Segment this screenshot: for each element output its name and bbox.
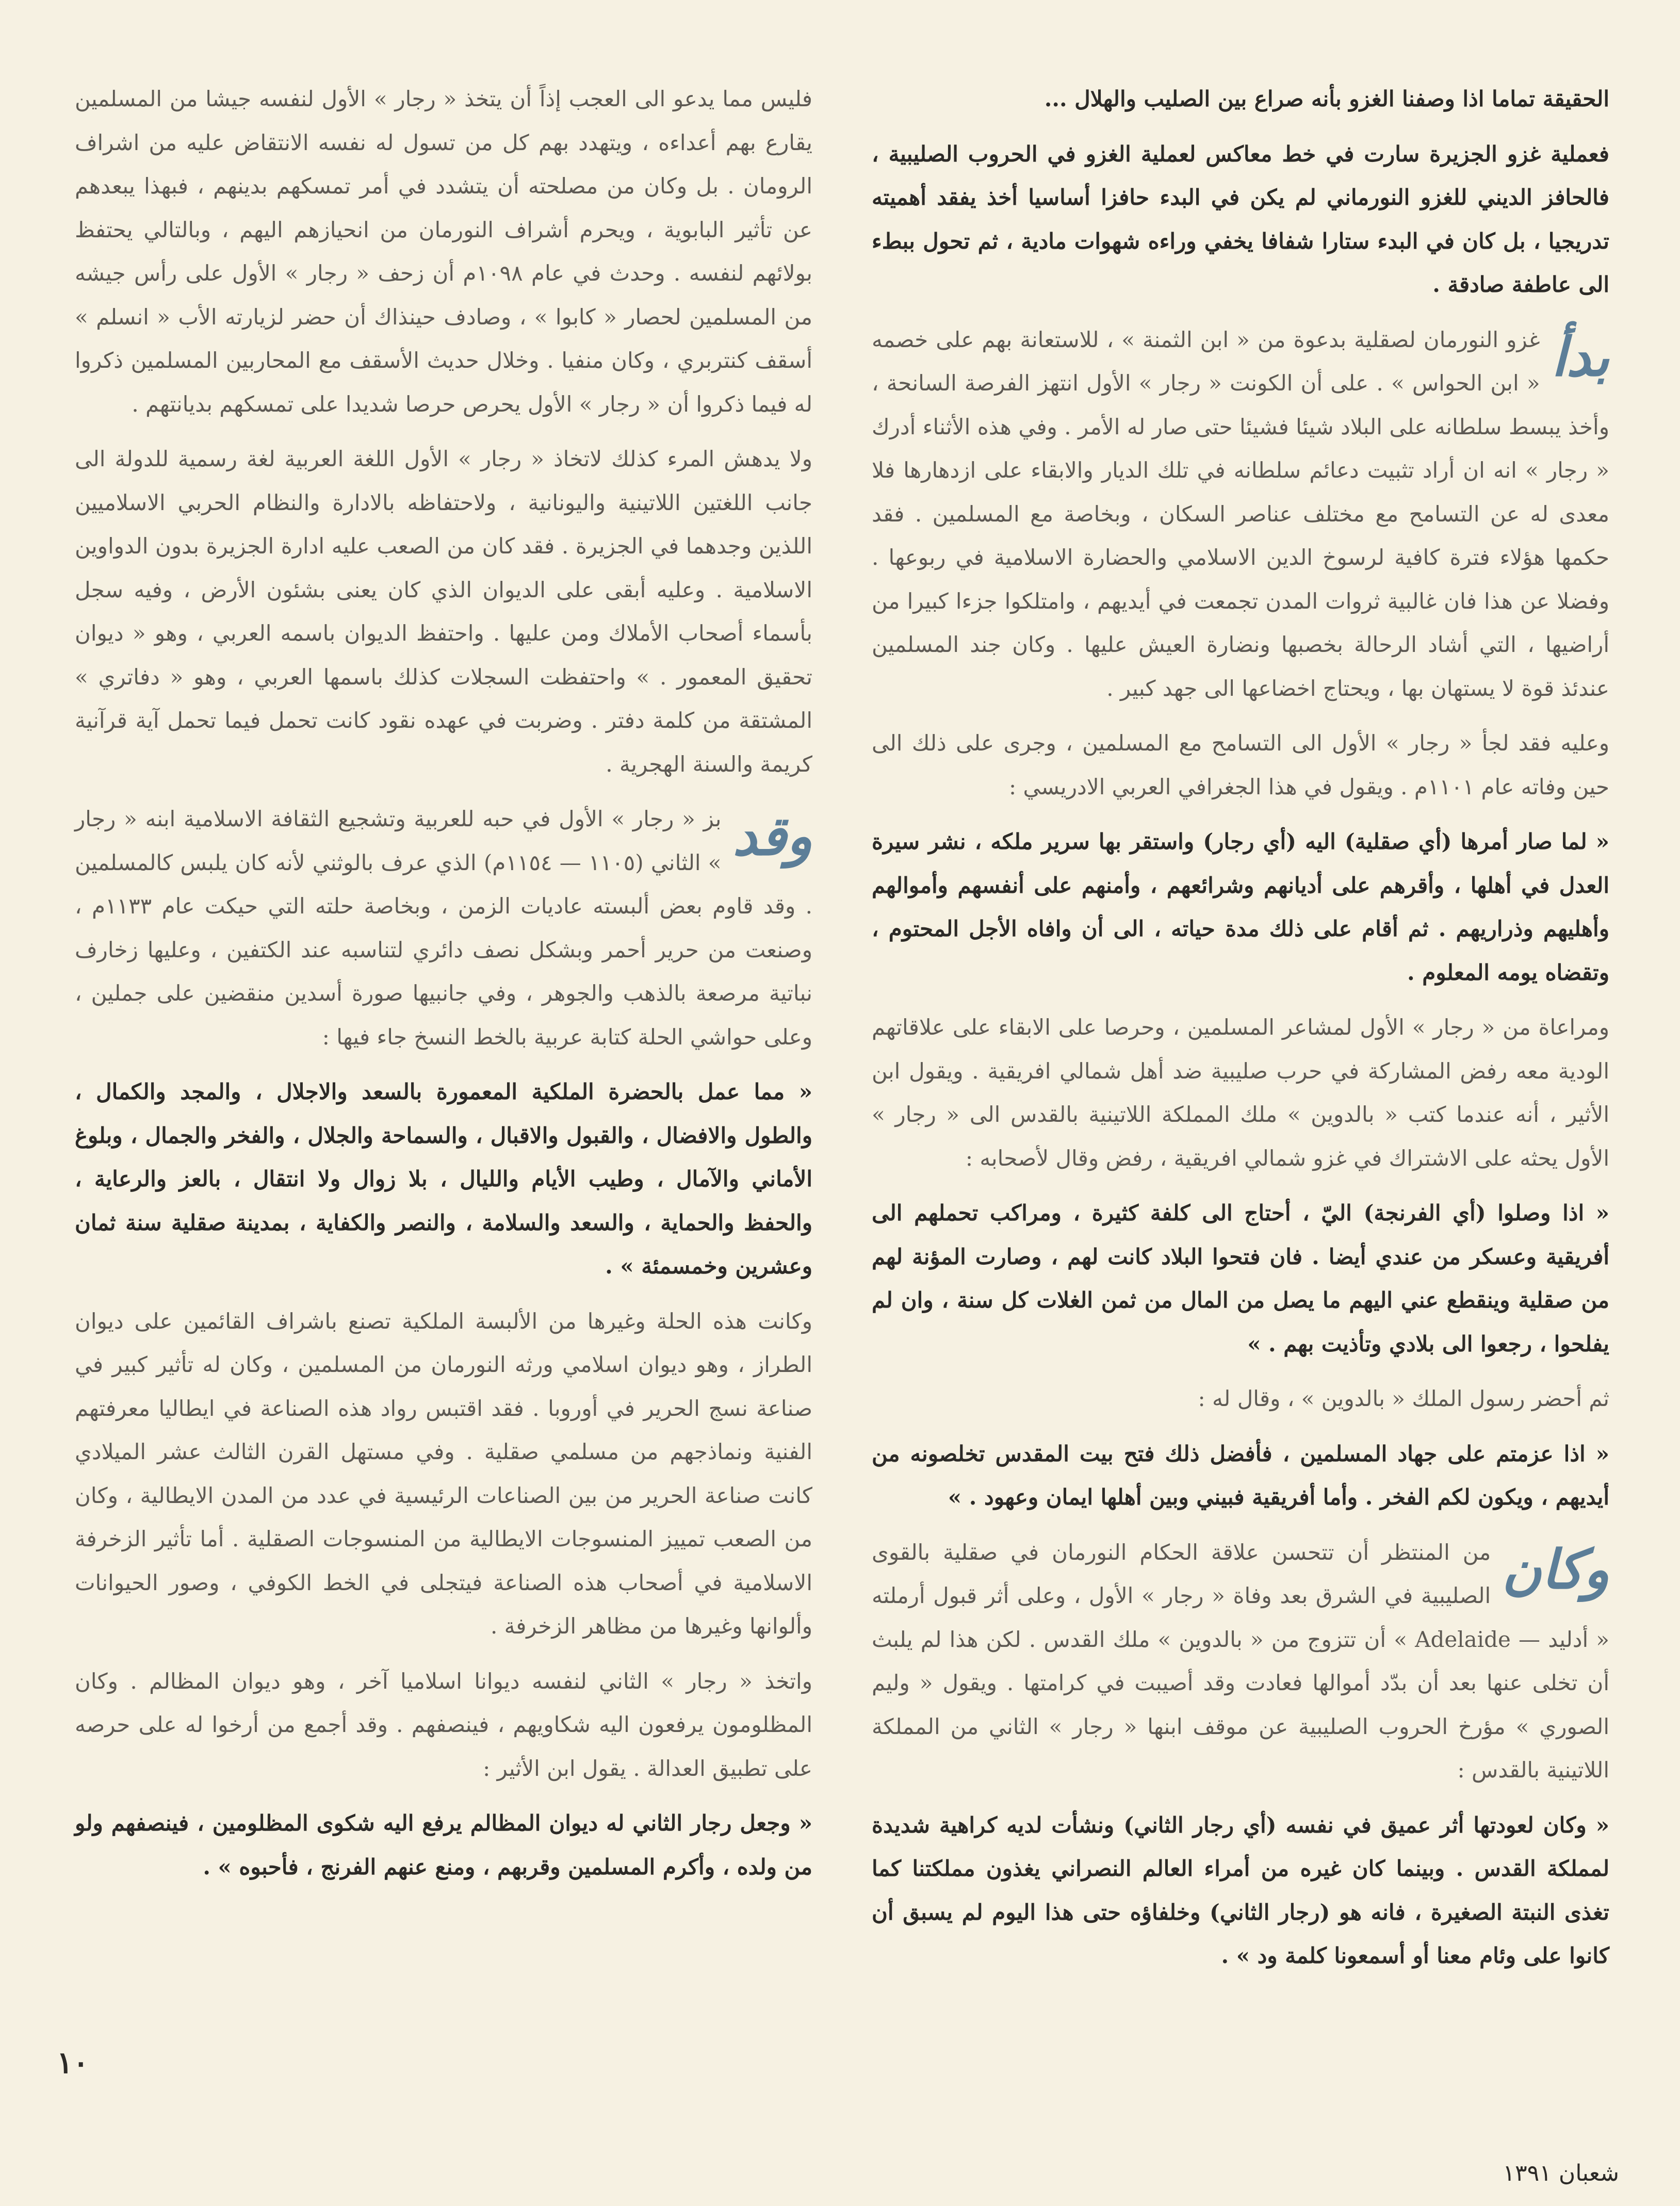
paragraph: واتخذ « رجار » الثاني لنفسه ديوانا اسلاميا آخر ، وهو ديوان المظالم . وكان المظلومون يرفعون اليه شكاويهم ، فينصفهم . وقد أجمع من أرخوا له على حرصه على تطبيق العدالة . يقول ابن الأثير : (75, 1668, 812, 1781)
page-number: ١٠ (57, 2045, 89, 2080)
paragraph: وكانت هذه الحلة وغيرها من الألبسة الملكية تصنع باشراف القائمين على ديوان الطراز ، وهو ديوان اسلامي ورثه النورمان من المسلمين ، وكان له تأثير كبير في صناعة نسج الحرير في أوروبا . فقد اقتبس رواد هذه الصناعة في ايطاليا معرفتهم الفنية ونماذجهم من مسلمي صقلية . وفي مستهل القرن الثالث عشر الميلادي كانت صناعة الحرير من بين الصناعات الرئيسية في عدد من المدن الايطالية ، وكان من الصعب تمييز المنسوجات الايطالية من المنسوجات الصقلية . أما تأثير الزخرفة الاسلامية في أصحاب هذه الصناعة فيتجلى في الخط الكوفي ، وصور الحيوانات وألوانها وغيرها من مظاهر الزخرفة . (75, 1308, 812, 1639)
drop-cap: وقد (732, 804, 812, 868)
paragraph-text: من المنتظر أن تتحسن علاقة الحكام النورمان في صقلية بالقوى الصليبية في الشرق بعد وفاة « رجار » الأول ، وعلى أثر قبول أرملته « أدليد — Adelaide » أن تتزوج من « بالدوين » ملك القدس . لكن هذا لم يلبث أن تخلى عنها بعد أن بدّد أموالها فعادت وقد أصيبت في كرامتها . ويقول « وليم الصوري » مؤرخ الحروب الصليبية عن موقف ابنها « رجار » الثاني من المملكة اللاتينية بالقدس : (872, 1539, 1609, 1783)
quotation: « اذا وصلوا (أي الفرنجة) اليّ ، أحتاج الى كلفة كثيرة ، ومراكب تحملهم الى أفريقية وعسكر من عندي أيضا . فان فتحوا البلاد كانت لهم ، وصارت المؤنة لهم من صقلية وينقطع عني اليهم ما يصل من المال من ثمن الغلات كل سنة ، وان لم يفلحوا ، رجعوا الى بلادي وتأذيت بهم . » (872, 1200, 1609, 1357)
quotation: « لما صار أمرها (أي صقلية) اليه (أي رجار) واستقر بها سرير ملكه ، نشر سيرة العدل في أهلها ، وأقرهم على أديانهم وشرائعهم ، وأمنهم على أنفسهم وأموالهم وأهليهم وذراريهم . ثم أقام على ذلك مدة حياته ، الى أن وافاه الأجل المحتوم ، وتقضاه يومه المعلوم . (872, 829, 1609, 985)
paragraph: ثم أحضر رسول الملك « بالدوين » ، وقال له : (1198, 1386, 1609, 1411)
issue-date: شعبان ١٣٩١ (1503, 2160, 1619, 2186)
quotation: « وجعل رجار الثاني له ديوان المظالم يرفع اليه شكوى المظلومين ، فينصفهم ولو من ولده ، وأكرم المسلمين وقربهم ، ومنع عنهم الفرنج ، فأحبوه » . (75, 1810, 812, 1880)
drop-cap: وكان (1502, 1537, 1609, 1601)
paragraph: فعملية غزو الجزيرة سارت في خط معاكس لعملية الغزو في الحروب الصليبية ، فالحافز الديني للغزو النورماني لم يكن في البدء حافزا أساسيا أخذ يفقد أهميته تدريجيا ، بل كان في البدء ستارا شفافا يخفي وراءه شهوات مادية ، ثم تحول ببطء الى عاطفة صادقة . (872, 141, 1609, 297)
paragraph: وعليه فقد لجأ « رجار » الأول الى التسامح مع المسلمين ، وجرى على ذلك الى حين وفاته عام ١١٠١م . ويقول في هذا الجغرافي العربي الادريسي : (872, 730, 1609, 799)
paragraph: فليس مما يدعو الى العجب إذاً أن يتخذ « رجار » الأول لنفسه جيشا من المسلمين يقارع بهم أعداءه ، ويتهدد بهم كل من تسول له نفسه الانتقاض عليه من اشراف الرومان . بل وكان من مصلحته أن يتشدد في أمر تمسكهم بدينهم ، فبهذا يبعدهم عن تأثير البابوية ، ويحرم أشراف النورمان من انحيازهم اليهم ، وبالتالي يحتفظ بولائهم لنفسه . وحدث في عام ١٠٩٨م أن زحف « رجار » الأول على رأس جيشه من المسلمين لحصار « كابوا » ، وصادف حينذاك أن حضر لزيارته الأب « انسلم » أسقف كنتربري ، وكان منفيا . وخلال حديث الأسقف مع المحاربين المسلمين ذكروا له فيما ذكروا أن « رجار » الأول يحرص حرصا شديدا على تمسكهم بديانتهم . (75, 86, 812, 417)
paragraph: ولا يدهش المرء كذلك لاتخاذ « رجار » الأول اللغة العربية لغة رسمية للدولة الى جانب اللغتين اللاتينية واليونانية ، ولاحتفاظه بالادارة والنظام الحربي الاسلاميين اللذين وجدهما في الجزيرة . فقد كان من الصعب عليه ادارة الجزيرة بدون الدواوين الاسلامية . وعليه أبقى على الديوان الذي كان يعنى بشئون الأرض ، وفيه سجل بأسماء أصحاب الأملاك ومن عليها . واحتفظ الديوان باسمه العربي ، وهو « ديوان تحقيق المعمور . » واحتفظت السجلات كذلك باسمها العربي ، وهو « دفاتري » المشتقة من كلمة دفتر . وضربت في عهده نقود كانت تحمل فيما تحمل آية قرآنية كريمة والسنة الهجرية . (75, 446, 812, 777)
paragraph-text: غزو النورمان لصقلية بدعوة من « ابن الثمنة » ، للاستعانة بهم على خصمه « ابن الحواس » . على أن الكونت « رجار » الأول انتهز الفرصة السانحة ، وأخذ يبسط سلطانه على البلاد شيئا فشيئا حتى صار له الأمر . وفي هذه الأثناء أدرك « رجار » انه ان أراد تثبيت دعائم سلطانه في تلك الديار والابقاء على ازدهارها فلا معدى له عن التسامح مع مختلف عناصر السكان ، وبخاصة مع المسلمين . فقد حكمها هؤلاء فترة كافية لرسوخ الدين الاسلامي والحضارة الاسلامية في ربوعها . وفضلا عن هذا فان غالبية ثروات المدن تجمعت في أيديهم ، وامتلكوا جزءا كبيرا من أراضيها ، التي أشاد الرحالة بخصبها ونضارة العيش عليها . وكان جند المسلمين عندئذ قوة لا يستهان بها ، ويحتاج اخضاعها الى جهد كبير . (872, 326, 1609, 701)
quotation: « اذا عزمتم على جهاد المسلمين ، فأفضل ذلك فتح بيت المقدس تخلصونه من أيديهم ، ويكون لكم الفخر . وأما أفريقية فبيني وبين أهلها ايمان وعهود . » (872, 1441, 1609, 1510)
paragraph-text: بز « رجار » الأول في حبه للعربية وتشجيع الثقافة الاسلامية ابنه « رجار » الثاني (١١٠٥ — ١١٥٤م) الذي عرف بالوثني لأنه كان يلبس كالمسلمين . وقد قاوم بعض ألبسته عاديات الزمن ، وبخاصة حلته التي حيكت عام ١١٣٣م ، وصنعت من حرير أحمر وبشكل نصف دائري لتناسبه عند الكتفين ، وعليها زخارف نباتية مرصعة بالذهب والجوهر ، وفي جانبيها صورة أسدين منقضين على جملين ، وعلى حواشي الحلة كتابة عربية بالخط النسخ جاء فيها : (75, 806, 812, 1050)
quotation: « مما عمل بالحضرة الملكية المعمورة بالسعد والاجلال ، والمجد والكمال ، والطول والافضال ، والقبول والاقبال ، والسماحة والجلال ، والفخر والجمال ، وبلوغ الأماني والآمال ، وطيب الأيام والليال ، بلا زوال ولا انتقال ، بالعز والرعاية ، والحفظ والحماية ، والسعد والسلامة ، والنصر والكفاية ، بمدينة صقلية سنة ثمان وعشرين وخمسمئة » . (75, 1079, 812, 1279)
right-column (872, 77, 1609, 1989)
paragraph (75, 797, 812, 1059)
paragraph (872, 1531, 1609, 1792)
paragraph: الحقيقة تماما اذا وصفنا الغزو بأنه صراع بين الصليب والهلال ... (1044, 86, 1609, 111)
paragraph (872, 318, 1609, 711)
left-column (75, 77, 812, 1900)
quotation: « وكان لعودتها أثر عميق في نفسه (أي رجار الثاني) ونشأت لديه كراهية شديدة لمملكة القدس . وبينما كان غيره من أمراء العالم النصراني يغذون مملكتنا كما تغذى النبتة الصغيرة ، فانه هو (رجار الثاني) وخلفاؤه حتى هذا اليوم لم يسبق أن كانوا على وئام معنا أو أسمعونا كلمة ود » . (872, 1812, 1609, 1968)
paragraph: ومراعاة من « رجار » الأول لمشاعر المسلمين ، وحرصا على الابقاء على علاقاتهم الودية معه رفض المشاركة في حرب صليبية ضد أهل شمالي افريقية . ويقول ابن الأثير ، أنه عندما كتب « بالدوين » ملك المملكة اللاتينية بالقدس الى « رجار » الأول يحثه على الاشتراك في غزو شمالي افريقية ، رفض وقال لأصحابه : (872, 1015, 1609, 1171)
drop-cap: بدأ (1551, 324, 1609, 388)
